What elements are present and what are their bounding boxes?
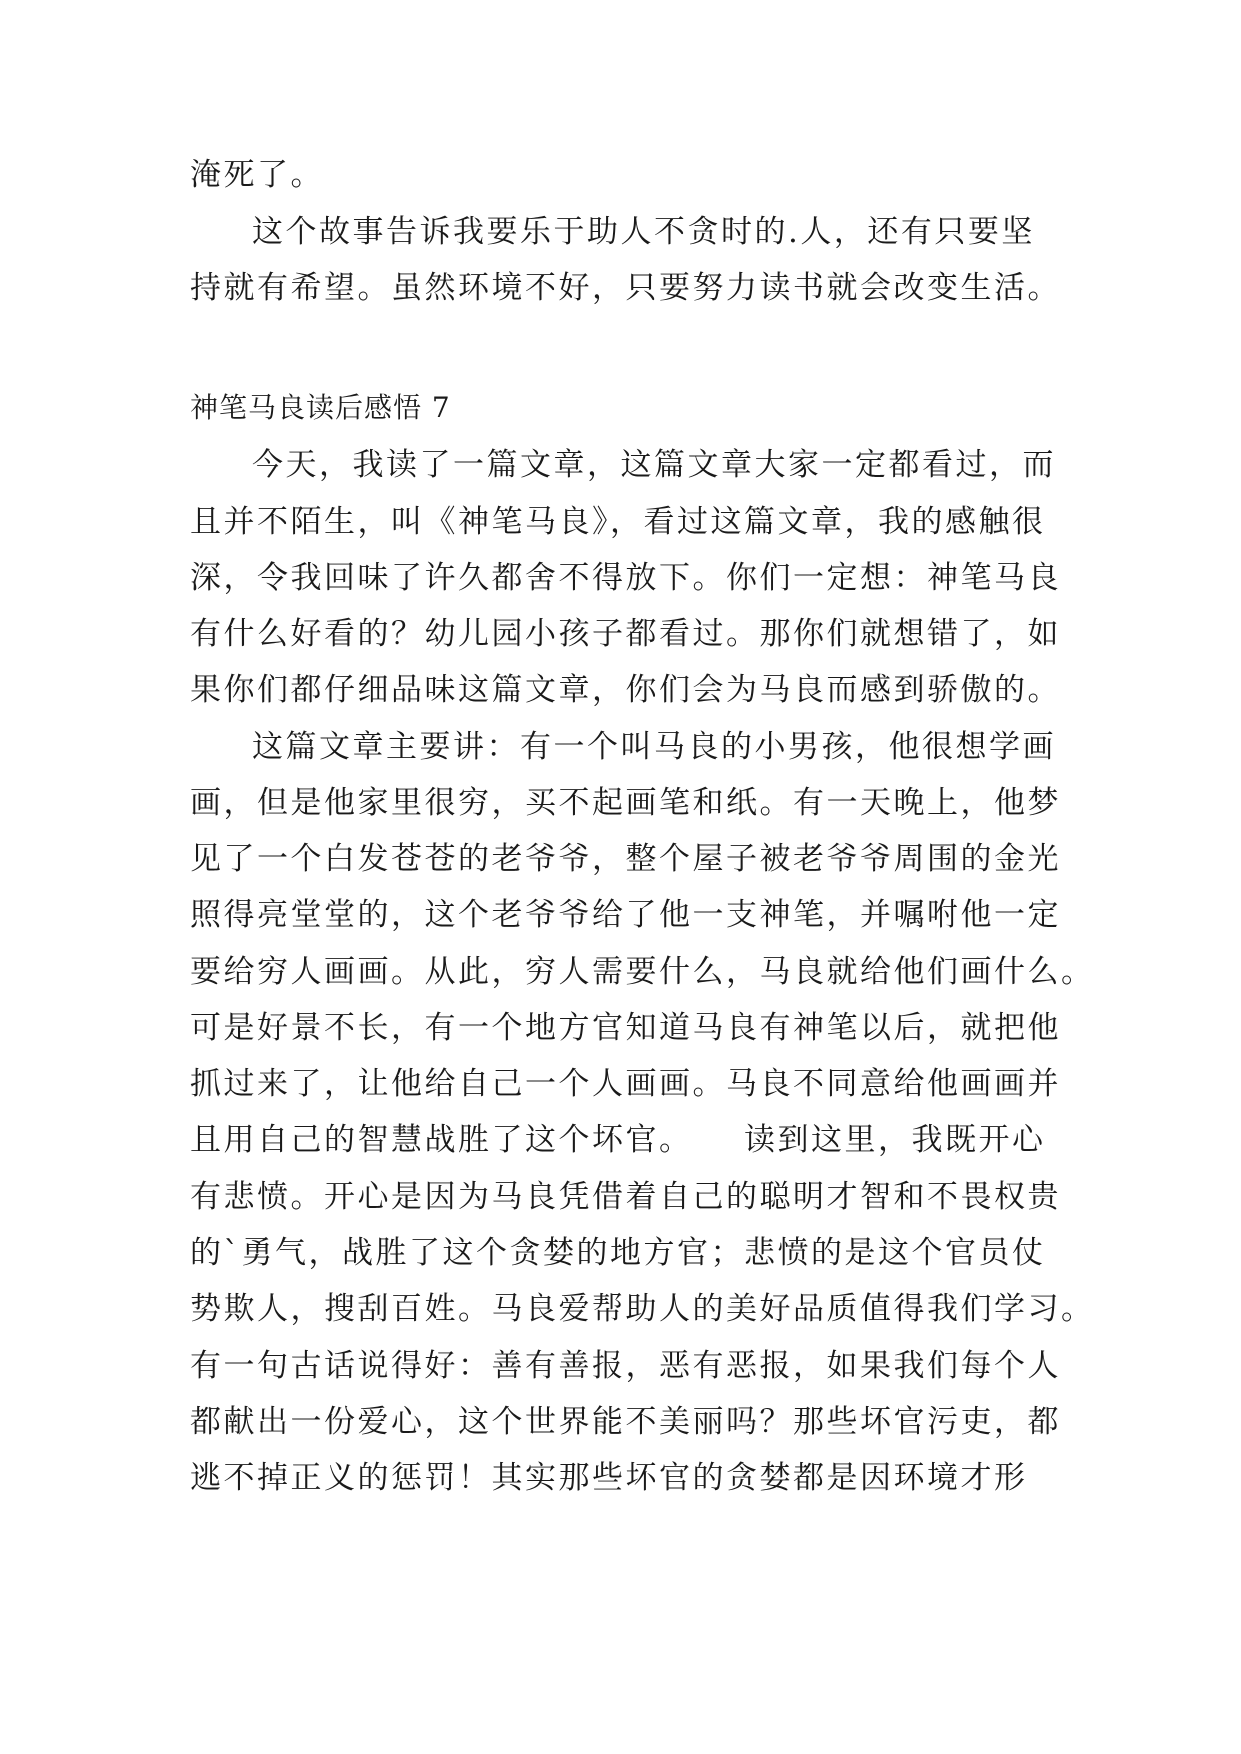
paragraph-line: 的`勇气，战胜了这个贪婪的地方官；悲愤的是这个官员仗 [190,1235,1046,1271]
paragraph-line: 画，但是他家里很穷，买不起画笔和纸。有一天晚上，他梦 [190,785,1061,821]
paragraph-line: 有一句古话说得好：善有善报，恶有恶报，如果我们每个人 [190,1348,1061,1384]
paragraph-line: 且并不陌生，叫《神笔马良》，看过这篇文章，我的感触很 [190,504,1046,540]
paragraph-line: 今天，我读了一篇文章，这篇文章大家一定都看过，而 [252,447,1056,483]
paragraph-line: 这个故事告诉我要乐于助人不贪时的.人，还有只要坚 [252,214,1035,250]
paragraph-line: 可是好景不长，有一个地方官知道马良有神笔以后，就把他 [190,1010,1061,1046]
section-title: 神笔马良读后感悟 7 [190,391,451,424]
paragraph-line: 见了一个白发苍苍的老爷爷，整个屋子被老爷爷周围的金光 [190,841,1061,877]
paragraph-line: 且用自己的智慧战胜了这个坏官。 读到这里，我既开心 [190,1122,1046,1158]
paragraph-line: 照得亮堂堂的，这个老爷爷给了他一支神笔，并嘱咐他一定 [190,897,1061,933]
paragraph-line: 抓过来了，让他给自己一个人画画。马良不同意给他画画并 [190,1066,1061,1102]
paragraph-line: 淹死了。 [190,157,324,193]
paragraph-line: 要给穷人画画。从此，穷人需要什么，马良就给他们画什么。 [190,954,1095,990]
paragraph-line: 有什么好看的？幼儿园小孩子都看过。那你们就想错了，如 [190,616,1061,652]
paragraph-line: 果你们都仔细品味这篇文章，你们会为马良而感到骄傲的。 [190,672,1061,708]
paragraph-line: 持就有希望。虽然环境不好，只要努力读书就会改变生活。 [190,270,1061,306]
paragraph-line: 逃不掉正义的惩罚！其实那些坏官的贪婪都是因环境才形 [190,1460,1028,1496]
paragraph-line: 深，令我回味了许久都舍不得放下。你们一定想：神笔马良 [190,560,1061,596]
paragraph-line: 都献出一份爱心，这个世界能不美丽吗？那些坏官污吏，都 [190,1404,1061,1440]
paragraph-line: 势欺人，搜刮百姓。马良爱帮助人的美好品质值得我们学习。 [190,1291,1095,1327]
paragraph-line: 有悲愤。开心是因为马良凭借着自己的聪明才智和不畏权贵 [190,1179,1061,1215]
paragraph-line: 这篇文章主要讲：有一个叫马良的小男孩，他很想学画 [252,729,1056,765]
